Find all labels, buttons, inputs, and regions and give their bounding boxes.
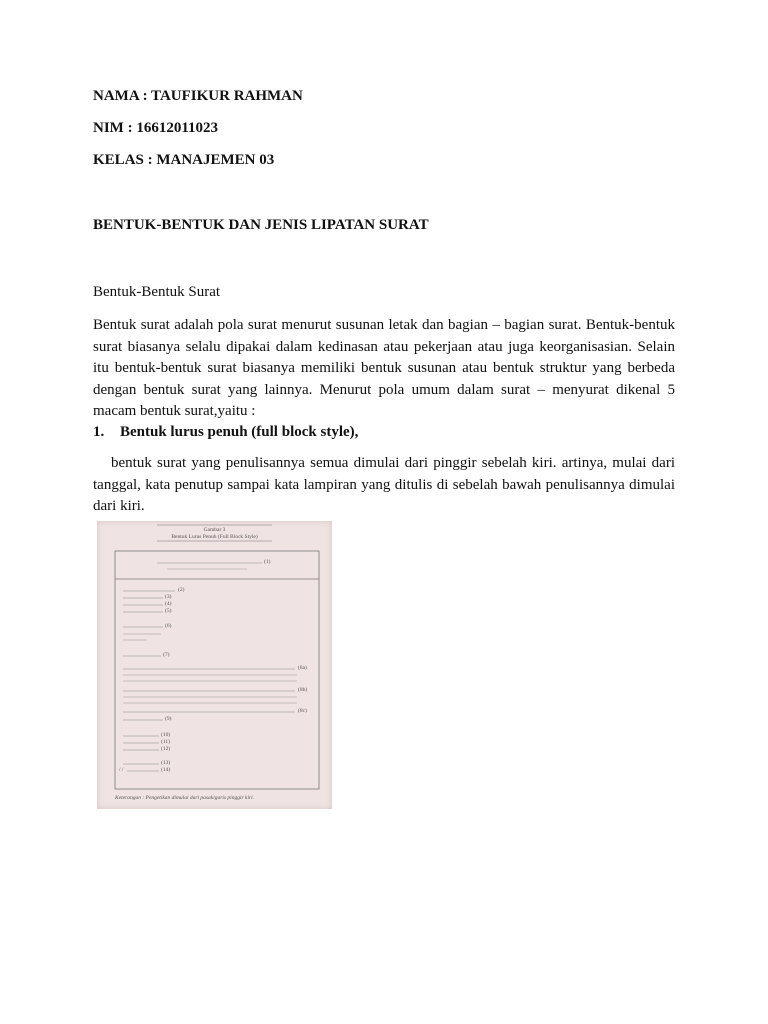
figure-label-14: (14) (161, 767, 171, 773)
list-item-1-label: Bentuk lurus penuh (full block style), (120, 424, 359, 440)
figure-label-10: (10) (161, 732, 171, 738)
figure-label-3: (3) (165, 594, 172, 600)
letter-layout-diagram (97, 521, 332, 809)
document-title: BENTUK-BENTUK DAN JENIS LIPATAN SURAT (93, 217, 429, 233)
intro-paragraph: Bentuk surat adalah pola surat menurut susunan letak dan bagian – bagian surat. Bentuk-bentuk surat biasanya selalu dipakai dalam kedinasan atau pekerjaan atau juga keorganisasian. Selain itu bentuk-bentuk surat biasanya memiliki bentuk susunan atau bentuk struktur yang berbeda dengan bentuk surat yang lainnya. Menurut pola umum dalam surat – menyurat dikenal 5 macam bentuk surat,yaitu : (93, 317, 675, 419)
figure-label-12: (12) (161, 746, 171, 752)
full-block-style-figure (97, 521, 332, 809)
figure-caption-number: Gambar 3 (203, 527, 226, 533)
figure-label-8b: (8b) (298, 687, 308, 693)
figure-caption-title: Bentuk Lurus Penuh (Full Block Style) (171, 534, 258, 540)
figure-label-7: (7) (163, 652, 170, 658)
figure-label-1: (1) (264, 559, 271, 565)
figure-label-6: (6) (165, 623, 172, 629)
figure-label-11: (11) (161, 739, 170, 745)
list-item-1-number: 1. (93, 424, 105, 440)
student-name: NAMA : TAUFIKUR RAHMAN (93, 88, 303, 104)
figure-label-5: (5) (165, 608, 172, 614)
figure-label-13: (13) (161, 760, 171, 766)
section-heading: Bentuk-Bentuk Surat (93, 284, 221, 300)
list-item-1-heading (93, 424, 358, 441)
student-nim: NIM : 16612011023 (93, 120, 218, 136)
student-class: KELAS : MANAJEMEN 03 (93, 152, 275, 168)
figure-label-8a: (8a) (298, 665, 307, 671)
full-block-description: bentuk surat yang penulisannya semua dimulai dari pinggir sebelah kiri. artinya, mulai dari tanggal, kata penutup sampai kata lampiran yang ditulis di sebelah bawah penulisannya dimulai dari kiri. (93, 455, 675, 514)
figure-initials-mark: / / (119, 767, 124, 773)
figure-label-4: (4) (165, 601, 172, 607)
figure-label-8c: (8c) (298, 708, 307, 714)
figure-label-9: (9) (165, 716, 172, 722)
figure-label-2: (2) (178, 587, 185, 593)
figure-footnote: Keterangan : Pengetikan dimulai dari pasak/garis pinggir kiri. (115, 795, 255, 801)
